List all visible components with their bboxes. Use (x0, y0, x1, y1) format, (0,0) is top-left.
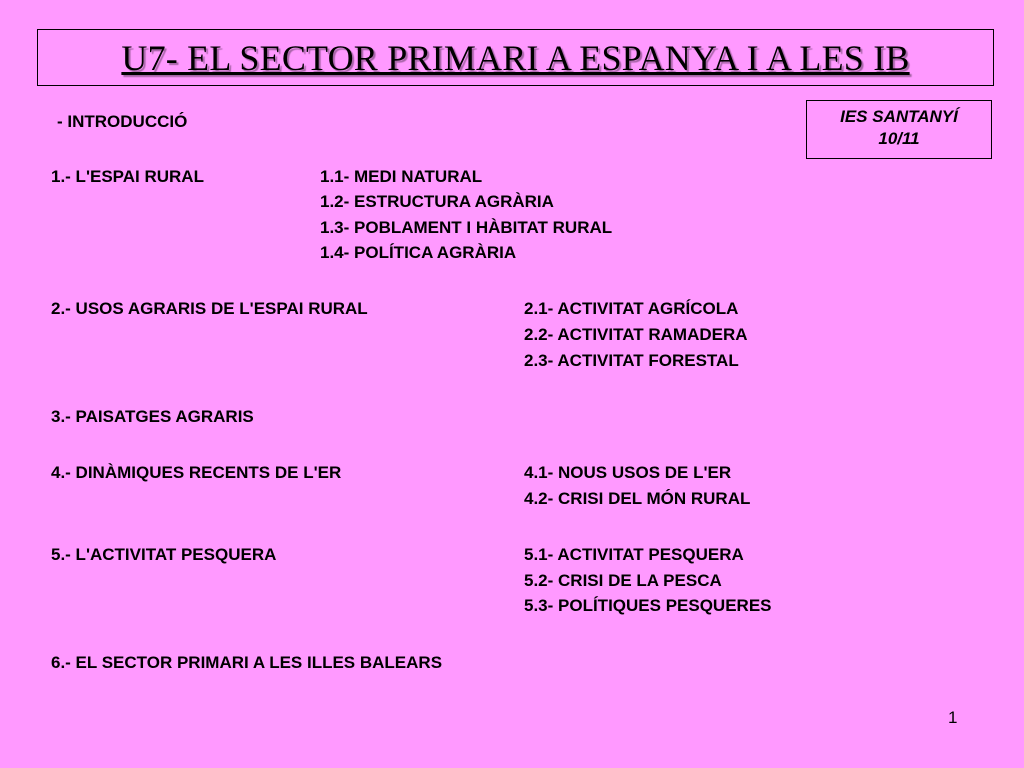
section-heading-3: 3.- PAISATGES AGRARIS (51, 407, 254, 426)
subsection-item: 5.3- POLÍTIQUES PESQUERES (524, 596, 772, 615)
section-heading-6: 6.- EL SECTOR PRIMARI A LES ILLES BALEARS (51, 653, 443, 672)
school-year: 10/11 (878, 129, 920, 148)
subsection-item: 2.2- ACTIVITAT RAMADERA (524, 325, 748, 344)
school-name: IES SANTANYÍ (840, 107, 958, 126)
page-number: 1 (948, 708, 958, 727)
subsection-item: 1.3- POBLAMENT I HÀBITAT RURAL (320, 218, 613, 237)
section-heading-1: 1.- L'ESPAI RURAL (51, 167, 204, 186)
subsection-item: 5.1- ACTIVITAT PESQUERA (524, 545, 744, 564)
slide-title: U7- EL SECTOR PRIMARI A ESPANYA I A LES IB (121, 37, 910, 78)
section-heading-4: 4.- DINÀMIQUES RECENTS DE L'ER (51, 463, 342, 482)
intro-item: - INTRODUCCIÓ (57, 112, 188, 131)
subsection-item: 1.2- ESTRUCTURA AGRÀRIA (320, 192, 554, 211)
subsection-item: 5.2- CRISI DE LA PESCA (524, 571, 722, 590)
subsection-item: 4.1- NOUS USOS DE L'ER (524, 463, 732, 482)
section-heading-2: 2.- USOS AGRARIS DE L'ESPAI RURAL (51, 299, 368, 318)
section-heading-5: 5.- L'ACTIVITAT PESQUERA (51, 545, 277, 564)
subsection-item: 4.2- CRISI DEL MÓN RURAL (524, 489, 751, 508)
slide-title-box (37, 29, 994, 86)
school-info-box (806, 100, 992, 159)
subsection-item: 1.4- POLÍTICA AGRÀRIA (320, 243, 517, 262)
subsection-item: 1.1- MEDI NATURAL (320, 167, 483, 186)
subsection-item: 2.1- ACTIVITAT AGRÍCOLA (524, 299, 739, 318)
subsection-item: 2.3- ACTIVITAT FORESTAL (524, 351, 739, 370)
